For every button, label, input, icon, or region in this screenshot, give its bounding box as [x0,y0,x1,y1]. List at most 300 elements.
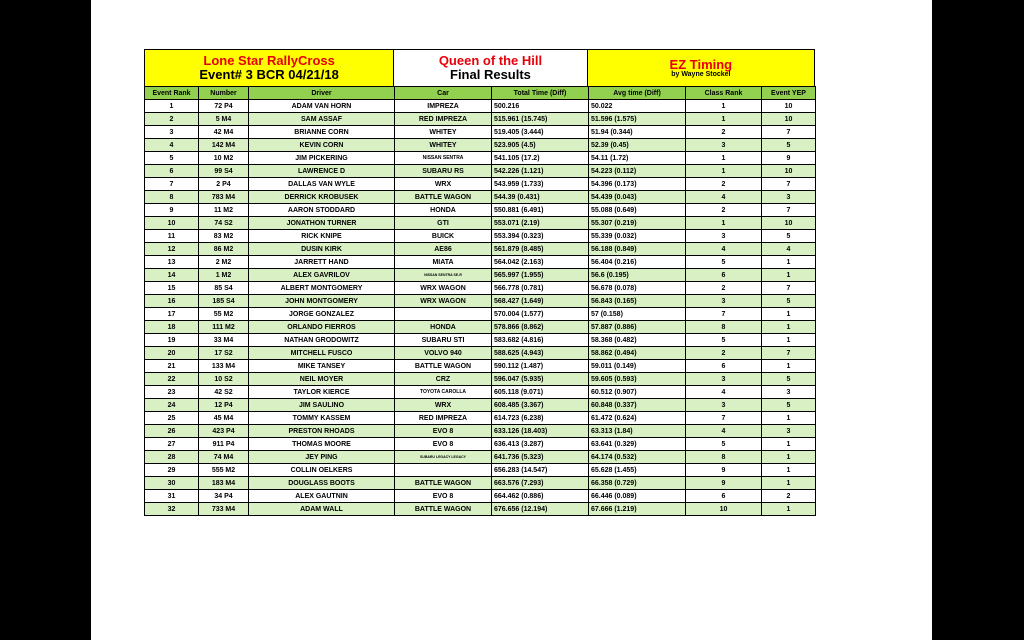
driver-cell: JIM PICKERING [249,152,395,165]
number-cell: 34 P4 [199,490,249,503]
event-rank-cell: 15 [145,282,199,295]
event-yep-cell: 7 [762,204,816,217]
avg-time-cell: 51.94 (0.344) [589,126,686,139]
avg-time-cell: 54.223 (0.112) [589,165,686,178]
avg-time-cell: 56.843 (0.165) [589,295,686,308]
event-yep-cell: 5 [762,139,816,152]
car-cell: AE86 [395,243,492,256]
results-header [144,49,815,86]
class-rank-cell: 3 [686,230,762,243]
table-row [145,165,816,178]
driver-cell: JORGE GONZALEZ [249,308,395,321]
event-subtitle: Event# 3 BCR 04/21/18 [199,67,339,82]
avg-time-cell: 64.174 (0.532) [589,451,686,464]
total-time-cell: 633.126 (18.403) [492,425,589,438]
car-cell: CRZ [395,373,492,386]
driver-cell: DUSIN KIRK [249,243,395,256]
avg-time-cell: 65.628 (1.455) [589,464,686,477]
class-rank-cell: 5 [686,438,762,451]
driver-cell: LAWRENCE D [249,165,395,178]
event-yep-cell: 1 [762,360,816,373]
event-yep-cell: 5 [762,399,816,412]
event-yep-cell: 1 [762,464,816,477]
results-table [144,86,816,516]
event-rank-cell: 3 [145,126,199,139]
event-yep-cell: 7 [762,282,816,295]
avg-time-cell: 55.307 (0.219) [589,217,686,230]
driver-cell: ALEX GAUTNIN [249,490,395,503]
driver-cell: JARRETT HAND [249,256,395,269]
number-cell: 10 S2 [199,373,249,386]
car-cell: RED IMPREZA [395,113,492,126]
event-rank-cell: 4 [145,139,199,152]
total-time-cell: 590.112 (1.487) [492,360,589,373]
total-time-cell: 663.576 (7.293) [492,477,589,490]
class-rank-cell: 3 [686,399,762,412]
driver-cell: ORLANDO FIERROS [249,321,395,334]
driver-cell: ALBERT MONTGOMERY [249,282,395,295]
table-row [145,243,816,256]
class-rank-cell: 3 [686,295,762,308]
number-cell: 423 P4 [199,425,249,438]
number-cell: 5 M4 [199,113,249,126]
car-cell: BATTLE WAGON [395,477,492,490]
event-rank-cell: 19 [145,334,199,347]
car-cell: WRX [395,178,492,191]
car-cell: HONDA [395,321,492,334]
table-row [145,373,816,386]
avg-time-cell: 63.313 (1.84) [589,425,686,438]
event-rank-cell: 20 [145,347,199,360]
car-cell: WRX WAGON [395,295,492,308]
car-cell: BUICK [395,230,492,243]
car-cell [395,464,492,477]
event-yep-cell: 7 [762,178,816,191]
table-row [145,347,816,360]
table-row [145,438,816,451]
event-rank-cell: 14 [145,269,199,282]
class-rank-cell: 6 [686,269,762,282]
table-row [145,464,816,477]
event-yep-cell: 4 [762,243,816,256]
total-time-cell: 523.905 (4.5) [492,139,589,152]
driver-cell: ADAM VAN HORN [249,100,395,113]
car-cell: HONDA [395,204,492,217]
number-cell: 55 M2 [199,308,249,321]
driver-cell: SAM ASSAF [249,113,395,126]
number-cell: 183 M4 [199,477,249,490]
total-time-cell: 588.625 (4.943) [492,347,589,360]
event-rank-cell: 10 [145,217,199,230]
avg-time-cell: 60.512 (0.907) [589,386,686,399]
column-header-total-time: Total Time (Diff) [492,87,589,100]
car-cell: NISSAN SENTRA SE-R [395,269,492,282]
document-page [91,0,932,640]
table-row [145,256,816,269]
avg-time-cell: 56.404 (0.216) [589,256,686,269]
event-rank-cell: 9 [145,204,199,217]
event-yep-cell: 2 [762,490,816,503]
column-header-event-rank: Event Rank [145,87,199,100]
car-cell: WHITEY [395,126,492,139]
event-yep-cell: 10 [762,165,816,178]
class-rank-cell: 8 [686,451,762,464]
event-rank-cell: 8 [145,191,199,204]
table-row [145,386,816,399]
total-time-cell: 541.105 (17.2) [492,152,589,165]
total-time-cell: 543.959 (1.733) [492,178,589,191]
number-cell: 783 M4 [199,191,249,204]
car-cell: BATTLE WAGON [395,360,492,373]
table-row [145,477,816,490]
event-yep-cell: 1 [762,438,816,451]
event-title: Lone Star RallyCross [203,53,335,69]
event-yep-cell: 3 [762,386,816,399]
event-rank-cell: 24 [145,399,199,412]
class-rank-cell: 7 [686,308,762,321]
number-cell: 12 P4 [199,399,249,412]
driver-cell: MIKE TANSEY [249,360,395,373]
avg-time-cell: 54.439 (0.043) [589,191,686,204]
driver-cell: JIM SAULINO [249,399,395,412]
results-subtitle: Final Results [450,67,531,82]
avg-time-cell: 51.596 (1.575) [589,113,686,126]
results-title-block [394,50,587,86]
event-rank-cell: 5 [145,152,199,165]
number-cell: 42 S2 [199,386,249,399]
class-rank-cell: 2 [686,126,762,139]
event-yep-cell: 5 [762,295,816,308]
avg-time-cell: 60.848 (0.337) [589,399,686,412]
event-rank-cell: 21 [145,360,199,373]
number-cell: 2 P4 [199,178,249,191]
driver-cell: KEVIN CORN [249,139,395,152]
table-row [145,490,816,503]
event-rank-cell: 31 [145,490,199,503]
total-time-cell: 568.427 (1.649) [492,295,589,308]
number-cell: 74 S2 [199,217,249,230]
timing-title: EZ Timing [669,56,733,72]
event-yep-cell: 1 [762,503,816,516]
event-yep-cell: 1 [762,451,816,464]
event-yep-cell: 3 [762,191,816,204]
table-row [145,191,816,204]
car-cell: BATTLE WAGON [395,191,492,204]
event-rank-cell: 1 [145,100,199,113]
number-cell: 85 S4 [199,282,249,295]
driver-cell: RICK KNIPE [249,230,395,243]
event-yep-cell: 3 [762,425,816,438]
total-time-cell: 566.778 (0.781) [492,282,589,295]
class-rank-cell: 7 [686,412,762,425]
column-header-class-rank: Class Rank [686,87,762,100]
total-time-cell: 641.736 (5.323) [492,451,589,464]
results-title: Queen of the Hill [438,53,543,69]
event-yep-cell: 7 [762,347,816,360]
car-cell: BATTLE WAGON [395,503,492,516]
total-time-cell: 664.462 (0.886) [492,490,589,503]
table-row [145,451,816,464]
car-cell: NISSAN SENTRA [395,152,492,165]
class-rank-cell: 10 [686,503,762,516]
table-row [145,204,816,217]
total-time-cell: 596.047 (5.935) [492,373,589,386]
event-yep-cell: 7 [762,126,816,139]
driver-cell: DERRICK KROBUSEK [249,191,395,204]
driver-cell: COLLIN OELKERS [249,464,395,477]
number-cell: 33 M4 [199,334,249,347]
car-cell: VOLVO 940 [395,347,492,360]
total-time-cell: 656.283 (14.547) [492,464,589,477]
table-row [145,100,816,113]
event-yep-cell: 5 [762,373,816,386]
number-cell: 2 M2 [199,256,249,269]
avg-time-cell: 66.446 (0.089) [589,490,686,503]
total-time-cell: 561.879 (8.485) [492,243,589,256]
total-time-cell: 608.485 (3.367) [492,399,589,412]
event-rank-cell: 25 [145,412,199,425]
avg-time-cell: 63.641 (0.329) [589,438,686,451]
event-rank-cell: 28 [145,451,199,464]
timing-title-block [588,50,814,86]
event-yep-cell: 1 [762,477,816,490]
table-row [145,152,816,165]
avg-time-cell: 57 (0.158) [589,308,686,321]
car-cell: EVO 8 [395,438,492,451]
total-time-cell: 614.723 (6.238) [492,412,589,425]
driver-cell: THOMAS MOORE [249,438,395,451]
number-cell: 10 M2 [199,152,249,165]
class-rank-cell: 4 [686,243,762,256]
column-header-avg-time: Avg time (Diff) [589,87,686,100]
number-cell: 86 M2 [199,243,249,256]
total-time-cell: 515.961 (15.745) [492,113,589,126]
total-time-cell: 553.394 (0.323) [492,230,589,243]
class-rank-cell: 9 [686,464,762,477]
event-yep-cell: 9 [762,152,816,165]
avg-time-cell: 55.339 (0.032) [589,230,686,243]
class-rank-cell: 1 [686,100,762,113]
event-rank-cell: 30 [145,477,199,490]
total-time-cell: 605.118 (9.071) [492,386,589,399]
total-time-cell: 553.071 (2.19) [492,217,589,230]
column-header-car: Car [395,87,492,100]
number-cell: 74 M4 [199,451,249,464]
event-yep-cell: 1 [762,256,816,269]
car-cell [395,308,492,321]
event-rank-cell: 17 [145,308,199,321]
class-rank-cell: 9 [686,477,762,490]
car-cell: EVO 8 [395,425,492,438]
class-rank-cell: 2 [686,347,762,360]
table-row [145,425,816,438]
number-cell: 17 S2 [199,347,249,360]
event-title-block [145,50,394,86]
event-rank-cell: 22 [145,373,199,386]
table-header-row [145,87,816,100]
avg-time-cell: 57.887 (0.886) [589,321,686,334]
table-row [145,126,816,139]
driver-cell: NATHAN GRODOWITZ [249,334,395,347]
driver-cell: TAYLOR KIERCE [249,386,395,399]
class-rank-cell: 2 [686,282,762,295]
event-rank-cell: 7 [145,178,199,191]
results-table-body [145,100,816,516]
table-row [145,230,816,243]
event-rank-cell: 18 [145,321,199,334]
event-rank-cell: 29 [145,464,199,477]
number-cell: 733 M4 [199,503,249,516]
class-rank-cell: 2 [686,178,762,191]
class-rank-cell: 2 [686,204,762,217]
car-cell: GTI [395,217,492,230]
event-rank-cell: 2 [145,113,199,126]
class-rank-cell: 1 [686,165,762,178]
avg-time-cell: 56.6 (0.195) [589,269,686,282]
avg-time-cell: 61.472 (0.624) [589,412,686,425]
table-row [145,503,816,516]
event-rank-cell: 11 [145,230,199,243]
car-cell: EVO 8 [395,490,492,503]
car-cell: TOYOTA CAROLLA [395,386,492,399]
event-rank-cell: 13 [145,256,199,269]
event-rank-cell: 23 [145,386,199,399]
total-time-cell: 578.866 (8.862) [492,321,589,334]
column-header-number: Number [199,87,249,100]
number-cell: 45 M4 [199,412,249,425]
car-cell: IMPREZA [395,100,492,113]
avg-time-cell: 56.678 (0.078) [589,282,686,295]
class-rank-cell: 3 [686,139,762,152]
class-rank-cell: 5 [686,334,762,347]
car-cell: WHITEY [395,139,492,152]
driver-cell: AARON STODDARD [249,204,395,217]
car-cell: SUBARU LEGACY LEGACY [395,451,492,464]
car-cell: MIATA [395,256,492,269]
event-yep-cell: 1 [762,308,816,321]
event-rank-cell: 32 [145,503,199,516]
avg-time-cell: 59.011 (0.149) [589,360,686,373]
avg-time-cell: 50.022 [589,100,686,113]
number-cell: 133 M4 [199,360,249,373]
car-cell: WRX WAGON [395,282,492,295]
event-yep-cell: 1 [762,334,816,347]
total-time-cell: 500.216 [492,100,589,113]
table-row [145,308,816,321]
event-yep-cell: 1 [762,321,816,334]
event-rank-cell: 16 [145,295,199,308]
event-yep-cell: 5 [762,230,816,243]
class-rank-cell: 1 [686,113,762,126]
driver-cell: JONATHON TURNER [249,217,395,230]
event-rank-cell: 12 [145,243,199,256]
total-time-cell: 519.405 (3.444) [492,126,589,139]
total-time-cell: 583.682 (4.816) [492,334,589,347]
driver-cell: BRIANNE CORN [249,126,395,139]
results-sheet [144,49,815,516]
event-yep-cell: 1 [762,412,816,425]
avg-time-cell: 56.188 (0.849) [589,243,686,256]
class-rank-cell: 6 [686,360,762,373]
number-cell: 911 P4 [199,438,249,451]
driver-cell: JOHN MONTGOMERY [249,295,395,308]
event-yep-cell: 10 [762,113,816,126]
driver-cell: JEY PING [249,451,395,464]
event-rank-cell: 6 [145,165,199,178]
event-yep-cell: 1 [762,269,816,282]
total-time-cell: 542.226 (1.121) [492,165,589,178]
table-row [145,412,816,425]
avg-time-cell: 54.11 (1.72) [589,152,686,165]
total-time-cell: 564.042 (2.163) [492,256,589,269]
class-rank-cell: 4 [686,386,762,399]
total-time-cell: 676.656 (12.194) [492,503,589,516]
number-cell: 83 M2 [199,230,249,243]
table-row [145,178,816,191]
class-rank-cell: 1 [686,152,762,165]
table-row [145,334,816,347]
avg-time-cell: 66.358 (0.729) [589,477,686,490]
table-row [145,295,816,308]
table-row [145,399,816,412]
table-row [145,321,816,334]
total-time-cell: 570.004 (1.577) [492,308,589,321]
number-cell: 555 M2 [199,464,249,477]
driver-cell: PRESTON RHOADS [249,425,395,438]
table-row [145,217,816,230]
class-rank-cell: 1 [686,217,762,230]
driver-cell: MITCHELL FUSCO [249,347,395,360]
timing-subtitle: by Wayne Stockel [671,71,731,79]
table-row [145,139,816,152]
driver-cell: DALLAS VAN WYLE [249,178,395,191]
table-row [145,269,816,282]
total-time-cell: 636.413 (3.287) [492,438,589,451]
avg-time-cell: 58.368 (0.482) [589,334,686,347]
car-cell: SUBARU STI [395,334,492,347]
driver-cell: ALEX GAVRILOV [249,269,395,282]
number-cell: 142 M4 [199,139,249,152]
avg-time-cell: 54.396 (0.173) [589,178,686,191]
table-row [145,360,816,373]
total-time-cell: 544.39 (0.431) [492,191,589,204]
class-rank-cell: 6 [686,490,762,503]
number-cell: 1 M2 [199,269,249,282]
car-cell: RED IMPREZA [395,412,492,425]
avg-time-cell: 55.088 (0.649) [589,204,686,217]
avg-time-cell: 67.666 (1.219) [589,503,686,516]
driver-cell: ADAM WALL [249,503,395,516]
avg-time-cell: 52.39 (0.45) [589,139,686,152]
class-rank-cell: 4 [686,191,762,204]
avg-time-cell: 58.862 (0.494) [589,347,686,360]
event-yep-cell: 10 [762,217,816,230]
avg-time-cell: 59.605 (0.593) [589,373,686,386]
number-cell: 111 M2 [199,321,249,334]
class-rank-cell: 5 [686,256,762,269]
total-time-cell: 550.881 (6.491) [492,204,589,217]
number-cell: 11 M2 [199,204,249,217]
number-cell: 99 S4 [199,165,249,178]
class-rank-cell: 8 [686,321,762,334]
table-row [145,113,816,126]
class-rank-cell: 4 [686,425,762,438]
table-row [145,282,816,295]
column-header-event-yep: Event YEP [762,87,816,100]
car-cell: SUBARU RS [395,165,492,178]
driver-cell: TOMMY KASSEM [249,412,395,425]
car-cell: WRX [395,399,492,412]
